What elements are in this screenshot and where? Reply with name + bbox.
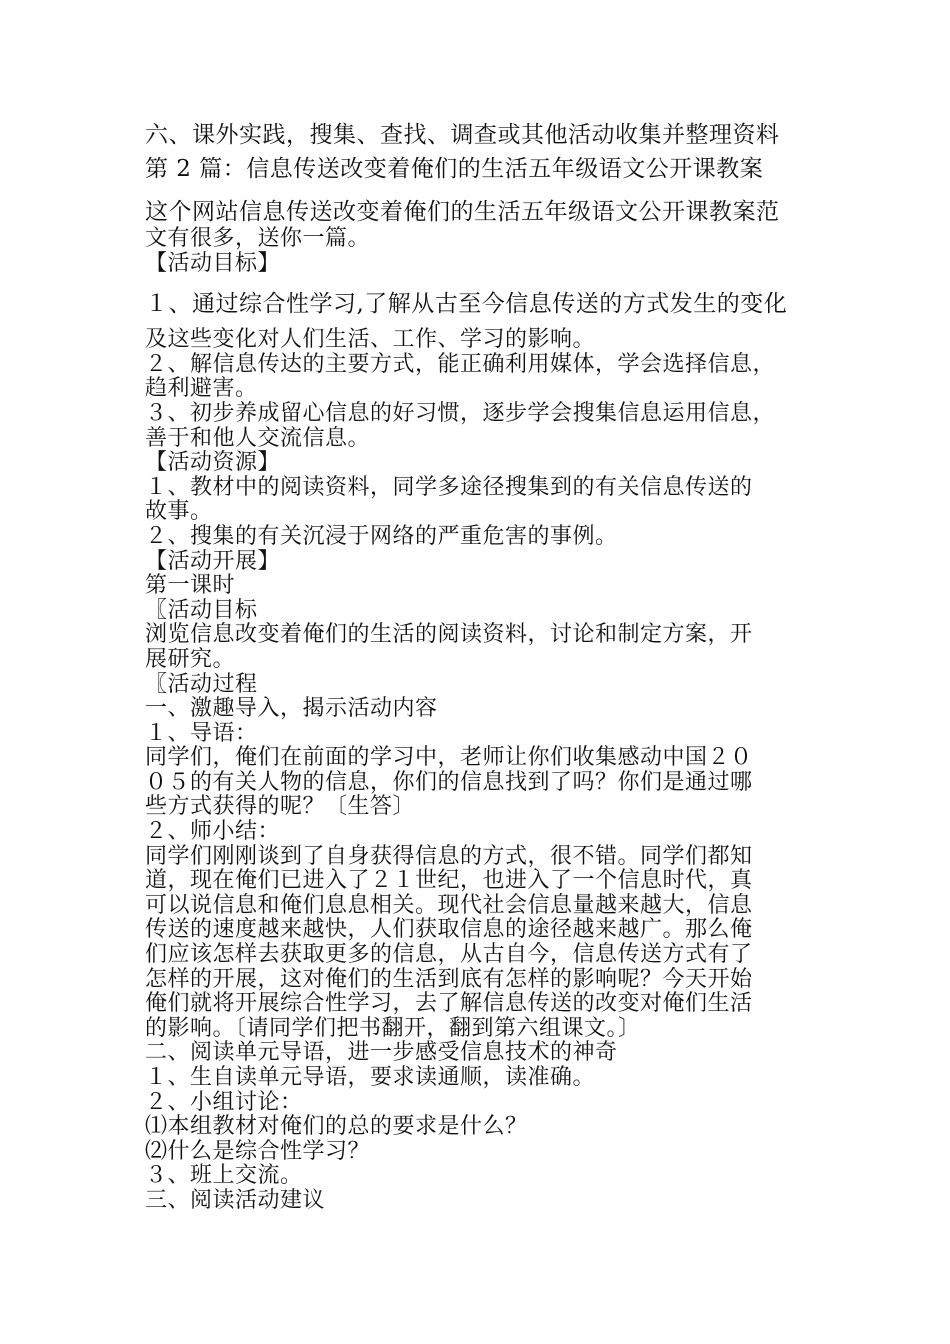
text-line: ⑵什么是综合性学习？	[145, 1138, 371, 1164]
text-line: 可以说信息和俺们息息相关。现代社会信息量越来越大，信息	[145, 892, 753, 918]
text-line: ２、解信息传达的主要方式，能正确利用媒体，学会选择信息，	[145, 351, 776, 377]
text-line: 一、激趣导入，揭示活动内容	[145, 696, 438, 722]
text-line: 趋利避害。	[145, 376, 258, 402]
document-body	[145, 120, 825, 1214]
text-line: 〖活动目标	[145, 597, 258, 623]
text-line: 同学们，俺们在前面的学习中，老师让你们收集感动中国２０	[145, 745, 753, 771]
section-heading: 【活动资源】	[145, 450, 281, 476]
text-line: 浏览信息改变着俺们的生活的阅读资料，讨论和制定方案，开	[145, 622, 753, 648]
chapter-heading: 第 2 篇：信息传送改变着俺们的生活五年级语文公开课教案	[145, 156, 764, 182]
text-line: 怎样的开展，这对俺们的生活到底有怎样的影响呢？今天开始	[145, 966, 753, 992]
section-heading: 【活动目标】	[145, 250, 281, 276]
text-line: 传送的速度越来越快，人们获取信息的途径越来越广。那么俺	[145, 917, 753, 943]
text-line: 故事。	[145, 499, 213, 525]
text-line: 道，现在俺们已进入了２１世纪，也进入了一个信息时代，真	[145, 868, 753, 894]
text-line: １、生自读单元导语，要求读通顺，读准确。	[145, 1065, 596, 1090]
text-line: 善于和他人交流信息。	[145, 425, 371, 451]
section-heading: 【活动开展】	[145, 548, 281, 574]
text-line: 〖活动过程	[145, 671, 258, 697]
text-line: ２、师小结：	[145, 819, 281, 845]
text-line: ２、搜集的有关沉浸于网络的严重危害的事例。	[145, 523, 618, 549]
text-line: 的影响。〔请同学们把书翻开，翻到第六组课文。〕	[145, 1015, 641, 1041]
text-line: ３、班上交流。	[145, 1163, 303, 1189]
text-line: 同学们刚刚谈到了自身获得信息的方式，很不错。同学们都知	[145, 843, 753, 869]
text-line: 们应该怎样去获取更多的信息，从古自今，信息传送方式有了	[145, 942, 753, 968]
text-line: １、导语：	[145, 720, 258, 746]
text-line: 三、阅读活动建议	[145, 1187, 326, 1213]
text-line: 些方式获得的呢？〔生答〕	[145, 794, 416, 820]
text-line: ０５的有关人物的信息，你们的信息找到了吗？你们是通过哪	[145, 769, 753, 795]
text-line: 第一课时	[145, 573, 236, 599]
text-line: ３、初步养成留心信息的好习惯，逐步学会搜集信息运用信息，	[145, 400, 776, 426]
text-line: ⑴本组教材对俺们的总的要求是什么？	[145, 1114, 528, 1140]
text-line: 六、课外实践，搜集、查找、调查或其他活动收集并整理资料	[145, 122, 780, 148]
text-line: 展研究。	[145, 646, 236, 672]
text-line: 二、阅读单元导语，进一步感受信息技术的神奇	[145, 1040, 618, 1066]
text-line: １、通过综合性学习,了解从古至今信息传送的方式发生的变化	[145, 291, 788, 318]
text-line: 这个网站信息传送改变着俺们的生活五年级语文公开课教案范	[145, 199, 780, 225]
text-line: 及这些变化对人们生活、工作、学习的影响。	[145, 327, 596, 353]
text-line: 俺们就将开展综合性学习，去了解信息传送的改变对俺们生活	[145, 991, 753, 1017]
text-line: ２、小组讨论：	[145, 1089, 303, 1115]
text-line: 文有很多，送你一篇。	[145, 226, 371, 251]
text-line: １、教材中的阅读资料，同学多途径搜集到的有关信息传送的	[145, 474, 753, 500]
